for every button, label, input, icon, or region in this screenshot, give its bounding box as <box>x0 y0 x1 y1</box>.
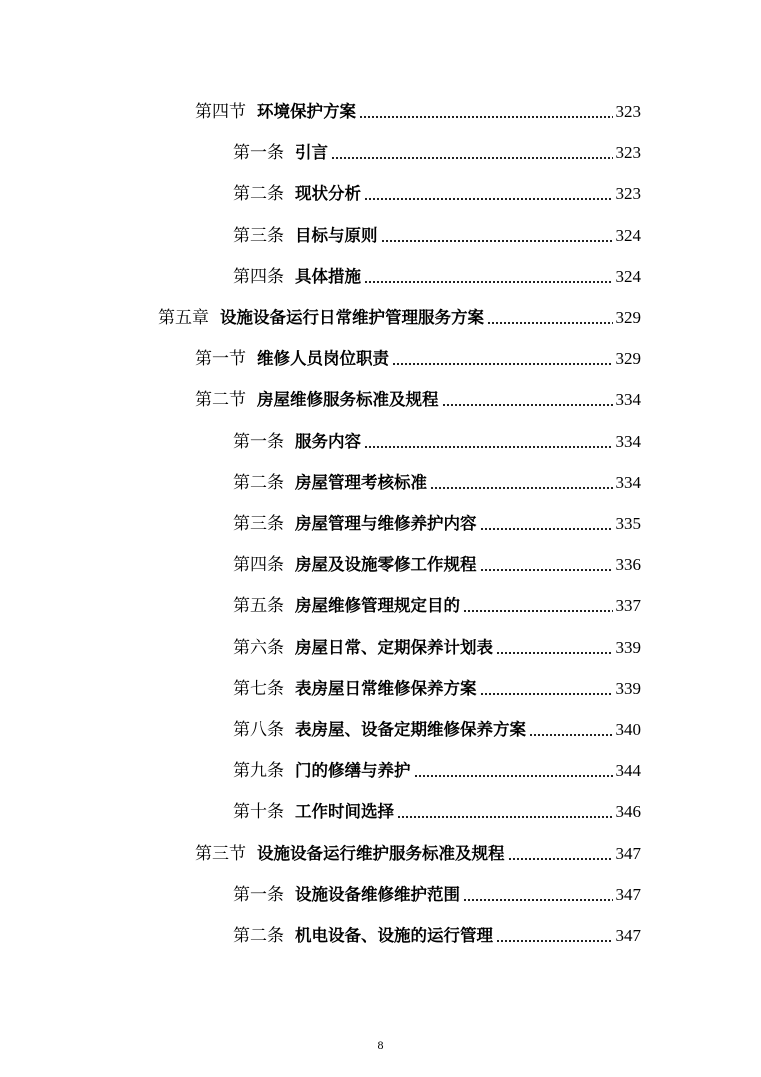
toc-entry-article[interactable] <box>233 466 641 494</box>
dot-leader <box>364 198 613 200</box>
toc-entry-number: 第二条 <box>233 184 284 205</box>
toc-entry-page: 329 <box>615 308 641 327</box>
toc-entry-page: 339 <box>615 637 641 657</box>
dot-leader <box>496 940 613 942</box>
dot-leader <box>414 775 613 777</box>
toc-entry-title: 房屋日常、定期保养计划表 <box>295 637 493 657</box>
dot-leader <box>463 899 613 901</box>
toc-entry-page: 334 <box>615 431 641 451</box>
toc-entry-number: 第三节 <box>195 843 246 864</box>
toc-entry-number: 第十条 <box>233 802 284 823</box>
toc-entry-page: 340 <box>615 720 641 739</box>
toc-entry-article[interactable] <box>233 795 641 823</box>
toc-entry-number: 第一条 <box>233 431 284 452</box>
toc-entry-number: 第五章 <box>158 308 209 328</box>
dot-leader <box>359 116 613 118</box>
dot-leader <box>331 157 613 159</box>
toc-entry-article[interactable] <box>233 548 641 576</box>
toc-entry-page: 344 <box>615 761 641 781</box>
toc-entry-article[interactable] <box>233 672 641 700</box>
toc-entry-number: 第二条 <box>233 472 284 493</box>
toc-entry-number: 第四节 <box>195 102 246 122</box>
toc-entry-title: 表房屋、设备定期维修保养方案 <box>295 720 526 739</box>
toc-entry-section[interactable] <box>195 837 641 865</box>
toc-entry-number: 第二条 <box>233 926 284 946</box>
dot-leader <box>442 404 613 406</box>
toc-entry-article[interactable] <box>233 878 641 906</box>
toc-entry-number: 第一条 <box>233 884 284 905</box>
toc-entry-chapter[interactable] <box>158 301 641 329</box>
toc-entry-title: 机电设备、设施的运行管理 <box>295 926 493 945</box>
dot-leader <box>397 816 613 818</box>
toc-entry-page: 324 <box>615 266 641 286</box>
toc-entry-number: 第一条 <box>233 143 284 164</box>
toc-entry-title: 设施设备维修维护范围 <box>295 884 460 904</box>
toc-entry-article[interactable] <box>233 425 641 453</box>
toc-entry-page: 347 <box>615 926 641 945</box>
dot-leader <box>480 693 613 695</box>
dot-leader <box>529 734 613 736</box>
toc-entry-number: 第四条 <box>233 555 284 576</box>
toc-entry-page: 334 <box>615 390 641 410</box>
dot-leader <box>480 528 613 530</box>
toc-entry-page: 347 <box>615 884 641 904</box>
toc-entry-article[interactable] <box>233 631 641 659</box>
dot-leader <box>430 487 613 489</box>
toc-entry-number: 第四条 <box>233 266 284 287</box>
toc-entry-number: 第三条 <box>233 514 284 534</box>
dot-leader <box>392 363 613 365</box>
toc-entry-page: 324 <box>615 225 641 245</box>
toc-entry-title: 房屋管理考核标准 <box>295 472 427 492</box>
toc-entry-page: 347 <box>615 843 641 863</box>
toc-entry-title: 房屋维修管理规定目的 <box>295 596 460 616</box>
toc-entry-title: 设施设备运行维护服务标准及规程 <box>257 843 505 863</box>
toc-entry-article[interactable] <box>233 177 641 205</box>
toc-entry-number: 第八条 <box>233 720 284 740</box>
dot-leader <box>480 569 613 571</box>
toc-entry-number: 第五条 <box>233 596 284 617</box>
toc-entry-title: 现状分析 <box>295 184 361 204</box>
toc-entry-title: 目标与原则 <box>295 225 378 245</box>
toc-entry-title: 服务内容 <box>295 431 361 451</box>
dot-leader <box>508 858 613 860</box>
toc-entry-title: 房屋管理与维修养护内容 <box>295 514 477 533</box>
dot-leader <box>364 446 613 448</box>
dot-leader <box>364 281 613 283</box>
toc-entry-article[interactable] <box>233 754 641 782</box>
dot-leader <box>496 652 613 654</box>
toc-entry-title: 工作时间选择 <box>295 802 394 822</box>
toc-entry-page: 346 <box>615 802 641 822</box>
toc-entry-page: 323 <box>615 143 641 163</box>
toc-entry-title: 具体措施 <box>295 266 361 286</box>
toc-entry-page: 323 <box>615 102 641 121</box>
dot-leader <box>381 240 613 242</box>
toc-entry-page: 329 <box>615 349 641 369</box>
toc-entry-title: 房屋及设施零修工作规程 <box>295 555 477 575</box>
toc-entry-title: 门的修缮与养护 <box>295 761 411 781</box>
toc-entry-title: 环境保护方案 <box>257 102 356 121</box>
toc-entry-title: 房屋维修服务标准及规程 <box>257 390 439 410</box>
toc-entry-title: 表房屋日常维修保养方案 <box>295 678 477 698</box>
toc-entry-page: 335 <box>615 514 641 533</box>
dot-leader <box>487 322 613 324</box>
toc-entry-title: 设施设备运行日常维护管理服务方案 <box>220 308 484 327</box>
toc-entry-section[interactable] <box>195 342 641 370</box>
toc-entry-article[interactable] <box>233 713 641 741</box>
toc-entry-title: 维修人员岗位职责 <box>257 349 389 369</box>
page-number: 8 <box>377 1038 384 1052</box>
toc-entry-number: 第七条 <box>233 678 284 699</box>
toc-entry-article[interactable] <box>233 219 641 247</box>
toc-entry-page: 334 <box>615 472 641 492</box>
toc-entry-page: 337 <box>615 596 641 616</box>
toc-entry-page: 339 <box>615 678 641 698</box>
dot-leader <box>463 610 613 612</box>
toc-entry-article[interactable] <box>233 919 641 947</box>
toc-entry-section[interactable] <box>195 383 641 411</box>
toc-entry-article[interactable] <box>233 260 641 288</box>
toc-entry-number: 第六条 <box>233 637 284 658</box>
toc-entry-number: 第二节 <box>195 390 246 411</box>
toc-entry-page: 323 <box>615 184 641 204</box>
toc-entry-number: 第九条 <box>233 761 284 782</box>
toc-entry-article[interactable] <box>233 589 641 617</box>
toc-entry-title: 引言 <box>295 143 328 163</box>
toc-entry-article[interactable] <box>233 136 641 164</box>
toc-entry-page: 336 <box>615 555 641 575</box>
toc-entry-number: 第一节 <box>195 349 246 370</box>
toc-entry-section[interactable] <box>195 95 641 123</box>
toc-entry-number: 第三条 <box>233 225 284 246</box>
toc-entry-article[interactable] <box>233 507 641 535</box>
